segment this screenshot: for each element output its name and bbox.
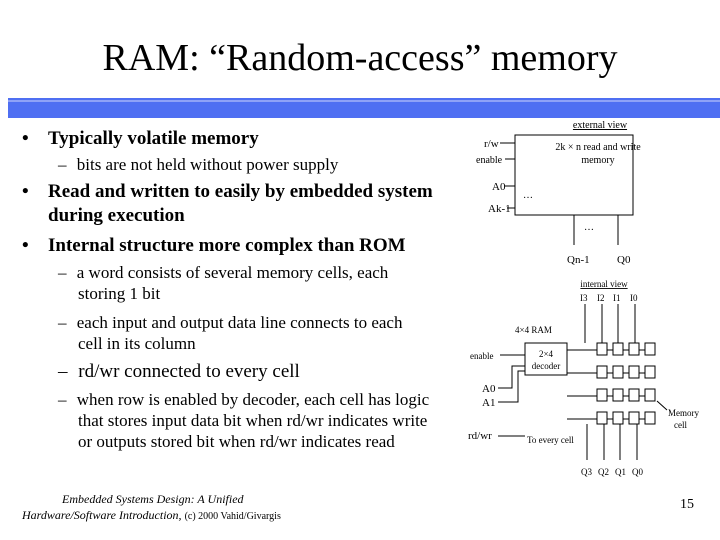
- bullet-read-write: • Read and written to easily by embedded system: [22, 181, 433, 202]
- internal-enable-label: enable: [470, 351, 494, 361]
- memory-cell: [629, 389, 639, 401]
- to-every-cell-label: To every cell: [527, 435, 574, 445]
- external-rw-label: r/w: [484, 138, 499, 150]
- slide-title: RAM: “Random-access” memory: [102, 37, 618, 79]
- memory-cell-label-line1: Memory: [668, 408, 699, 418]
- external-ak-label: Ak-1: [488, 203, 511, 215]
- footer-line1: Embedded Systems Design: A Unified: [62, 492, 244, 506]
- memory-cell: [597, 389, 607, 401]
- decoder-label-line1: 2×4: [538, 349, 554, 359]
- input-i0-label: I0: [630, 293, 638, 303]
- output-q1-label: Q1: [615, 467, 626, 477]
- subbullet-decoder: – when row is enabled by decoder, each cell has logic: [58, 390, 430, 409]
- output-q3-label: Q3: [581, 467, 592, 477]
- external-box-line1: 2k × n read and write: [555, 142, 641, 153]
- output-q0-label: Q0: [632, 467, 643, 477]
- internal-a0-wire: [498, 366, 525, 388]
- memory-cell: [629, 412, 639, 424]
- memory-cell: [629, 366, 639, 378]
- memory-cell-pointer: [657, 401, 667, 410]
- memory-cell: [613, 343, 623, 355]
- memory-cell: [629, 343, 639, 355]
- external-view-heading: external view: [572, 120, 628, 131]
- bullet-volatile: • Typically volatile memory: [22, 128, 259, 149]
- external-q0-label: Q0: [617, 254, 631, 266]
- memory-cell: [645, 366, 655, 378]
- subbullet-decoder-cont1: that stores input data bit when rd/wr indicates write: [78, 411, 428, 430]
- memory-cell: [597, 412, 607, 424]
- memory-cell: [645, 343, 655, 355]
- external-a0-label: A0: [492, 181, 506, 193]
- input-i3-label: I3: [580, 293, 588, 303]
- memory-cell: [645, 389, 655, 401]
- output-wires: [587, 424, 637, 460]
- bullet-internal: • Internal structure more complex than ROM: [22, 235, 406, 256]
- decoder-row-wires: [567, 350, 645, 419]
- subbullet-line-cont: cell in its column: [78, 334, 196, 353]
- memory-cell: [613, 366, 623, 378]
- external-out-dots: …: [584, 222, 594, 233]
- memory-cell-label-line2: cell: [674, 420, 687, 430]
- input-i2-label: I2: [597, 293, 605, 303]
- internal-a1-label: A1: [482, 397, 496, 409]
- memory-cell-grid: [597, 343, 655, 424]
- input-i1-label: I1: [613, 293, 621, 303]
- memory-cell: [613, 389, 623, 401]
- subbullet-rdwr: – rd/wr connected to every cell: [58, 361, 300, 382]
- external-box-line2: memory: [581, 155, 615, 166]
- page-number: 15: [680, 497, 694, 512]
- subbullet-line: – each input and output data line connects to each: [58, 313, 403, 332]
- footer-line2: Hardware/Software Introduction, (c) 2000 Vahid/Givargis: [22, 508, 281, 522]
- input-wires: [585, 304, 635, 343]
- subbullet-word-cont: storing 1 bit: [78, 284, 161, 303]
- bullet-read-write-cont: during execution: [48, 205, 185, 226]
- memory-cell: [597, 366, 607, 378]
- internal-rdwr-label: rd/wr: [468, 430, 492, 442]
- memory-cell: [613, 412, 623, 424]
- internal-view-heading: internal view: [580, 279, 628, 289]
- subbullet-power: – bits are not held without power supply: [58, 155, 339, 174]
- subbullet-word: – a word consists of several memory cells, each: [58, 263, 389, 282]
- output-q2-label: Q2: [598, 467, 609, 477]
- decoder-label-line2: decoder: [531, 361, 561, 371]
- subbullet-decoder-cont2: or outputs stored bit when rd/wr indicates read: [78, 432, 395, 451]
- external-addr-dots: …: [523, 190, 533, 201]
- memory-cell: [645, 412, 655, 424]
- ram-size-label: 4×4 RAM: [515, 325, 552, 335]
- memory-cell: [597, 343, 607, 355]
- internal-a0-label: A0: [482, 383, 496, 395]
- external-enable-label: enable: [476, 155, 503, 166]
- external-qn-label: Qn-1: [567, 254, 590, 266]
